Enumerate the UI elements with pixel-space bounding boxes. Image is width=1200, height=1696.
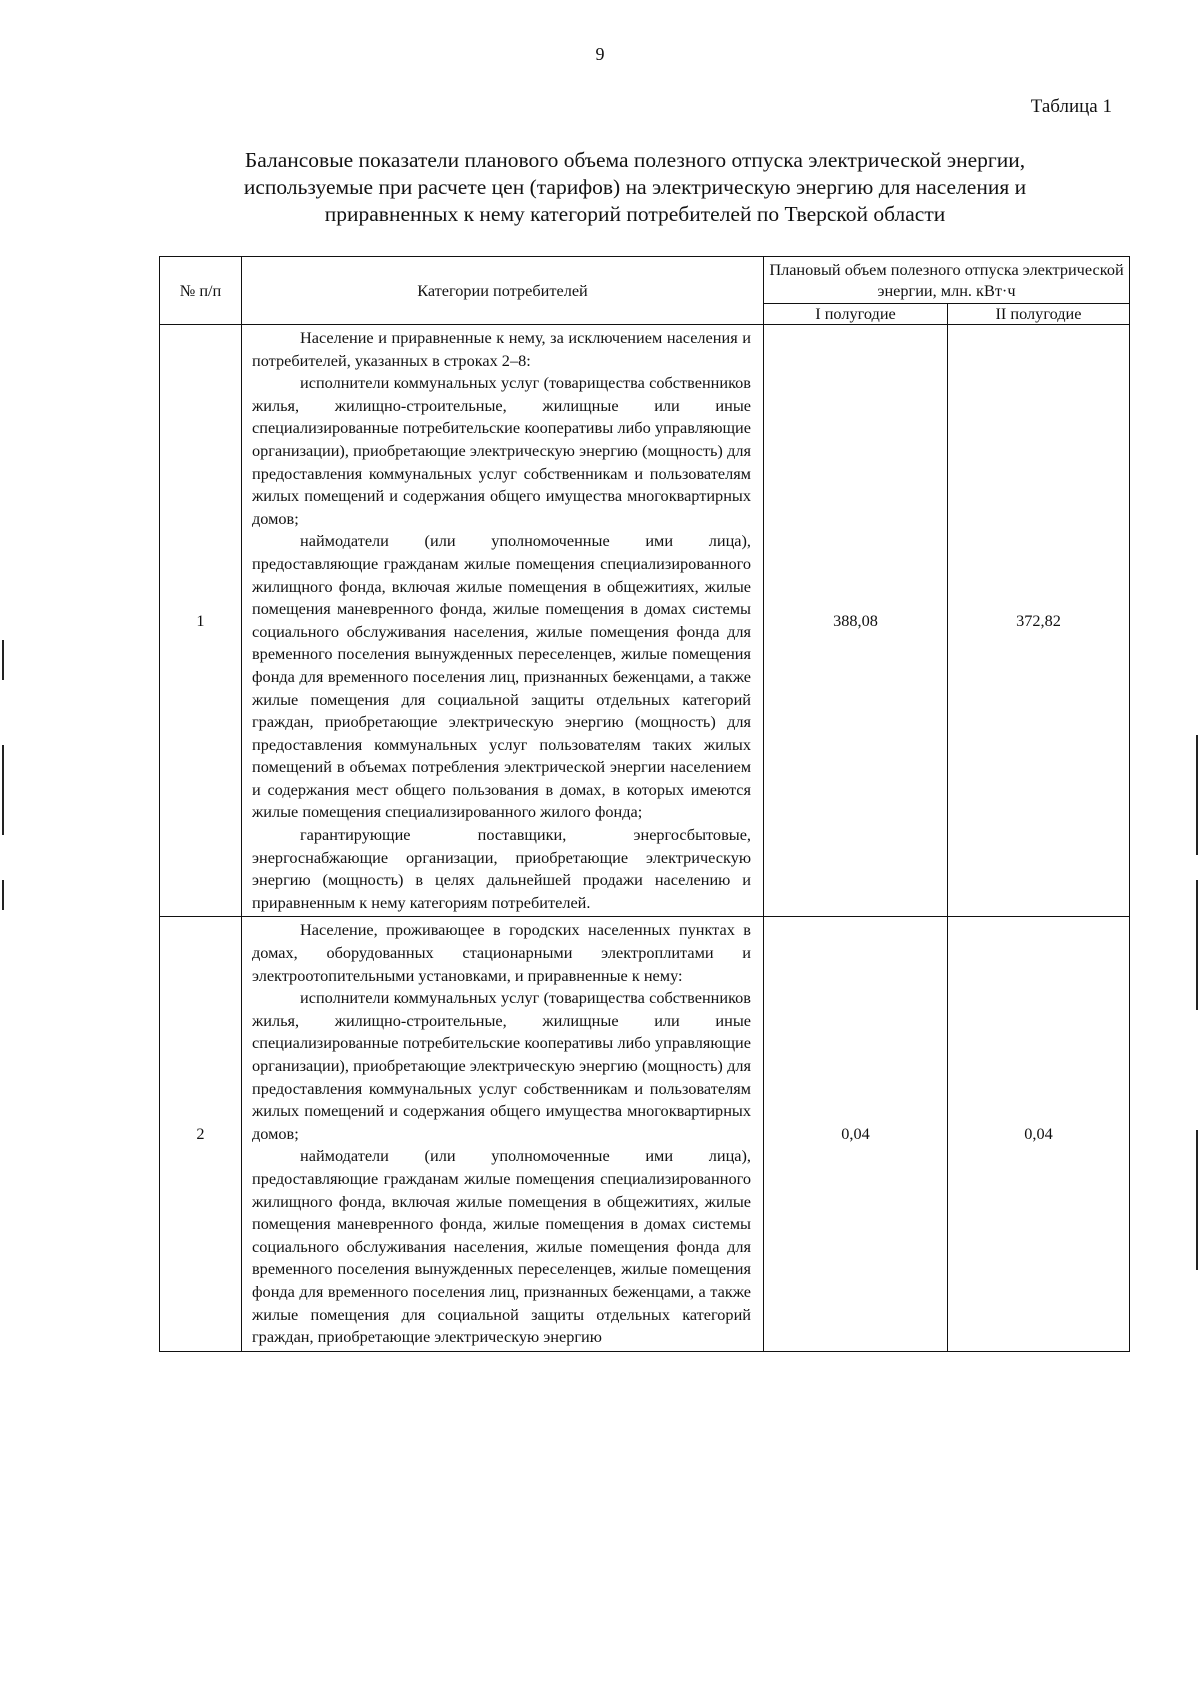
title-line: используемые при расчете цен (тарифов) на электрическую энергию для населения и [243,175,1027,199]
row-number: 2 [160,917,242,1351]
scan-edge-mark [1196,1130,1198,1270]
category-description [242,917,764,1351]
value-half1: 0,04 [764,917,948,1351]
balance-table [159,256,1130,1352]
category-paragraph: гарантирующие поставщики, энергосбытовые, энергоснабжающие организации, приобретающие электрическую энергию (мощность) в целях дальнейшей продажи населению и приравненным к нему категориям потребителей. [252,825,751,912]
row-number: 1 [160,325,242,917]
header-number: № п/п [160,257,242,325]
table-row [160,917,1130,1351]
category-paragraph: наймодатели (или уполномоченные ими лица), предоставляющие гражданам жилые помещения специализированного жилищного фонда, включая жилые помещения в общежитиях, жилые помещения маневренного фонда, жилые помещения в домах системы социального обслуживания населения, жилые помещения фонда для временного поселения вынужденных переселенцев, жилые помещения фонда для временного поселения лиц, признанных беженцами, а также жилые помещения для социальной защиты отдельных категорий граждан, приобретающие электрическую энергию (мощность) для предоставления коммунальных услуг пользователям таких жилых помещений в объемах потребления электрической энергии населением и содержания мест общего пользования в домах, в которых имеются жилые помещения специализированного жилого фонда; [252,531,751,822]
scan-edge-mark [1196,735,1198,855]
category-paragraph: наймодатели (или уполномоченные ими лица), предоставляющие гражданам жилые помещения специализированного жилищного фонда, включая жилые помещения в общежитиях, жилые помещения маневренного фонда, жилые помещения в домах системы социального обслуживания населения, жилые помещения фонда для временного поселения вынужденных переселенцев, жилые помещения фонда для временного поселения лиц, признанных беженцами, а также жилые помещения для социальной защиты отдельных категорий граждан, приобретающие электрическую энергию [252,1146,751,1347]
category-description [242,325,764,917]
value-half2: 372,82 [948,325,1130,917]
value-half1: 388,08 [764,325,948,917]
scan-edge-mark [2,880,4,910]
category-paragraph: Население, проживающее в городских населенных пунктах в домах, оборудованных стационарными электроплитами и электроотопительными установками, и приравненные к нему: [252,920,751,985]
table-label: Таблица 1 [1030,96,1112,117]
scan-edge-mark [2,745,4,835]
category-paragraph: исполнители коммунальных услуг (товарищества собственников жилья, жилищно-строительные, жилищные или иные специализированные потребительские кооперативы либо управляющие организации), приобретающие электрическую энергию (мощность) для предоставления коммунальных услуг собственникам и пользователям жилых помещений и содержания общего имущества многоквартирных домов; [252,373,751,528]
table-header-row [160,257,1130,304]
header-half2: II полугодие [948,304,1130,325]
value-half2: 0,04 [948,917,1130,1351]
scan-edge-mark [2,640,4,680]
page-number: 9 [595,44,605,64]
category-paragraph: исполнители коммунальных услуг (товарищества собственников жилья, жилищно-строительные, жилищные или иные специализированные потребительские кооперативы либо управляющие организации), приобретающие электрическую энергию (мощность) для предоставления коммунальных услуг собственникам и пользователям жилых помещений и содержания общего имущества многоквартирных домов; [252,988,751,1143]
document-title [160,147,1110,228]
scan-edge-mark [1196,880,1198,1010]
title-line: приравненных к нему категорий потребителей по Тверской области [324,202,946,226]
table-row [160,325,1130,917]
category-paragraph: Население и приравненные к нему, за исключением населения и потребителей, указанных в строках 2–8: [252,328,751,370]
header-volume: Плановый объем полезного отпуска электрической энергии, млн. кВт·ч [764,257,1130,304]
title-line: Балансовые показатели планового объема полезного отпуска электрической энергии, [244,148,1026,172]
header-half1: I полугодие [764,304,948,325]
header-category: Категории потребителей [242,257,764,325]
